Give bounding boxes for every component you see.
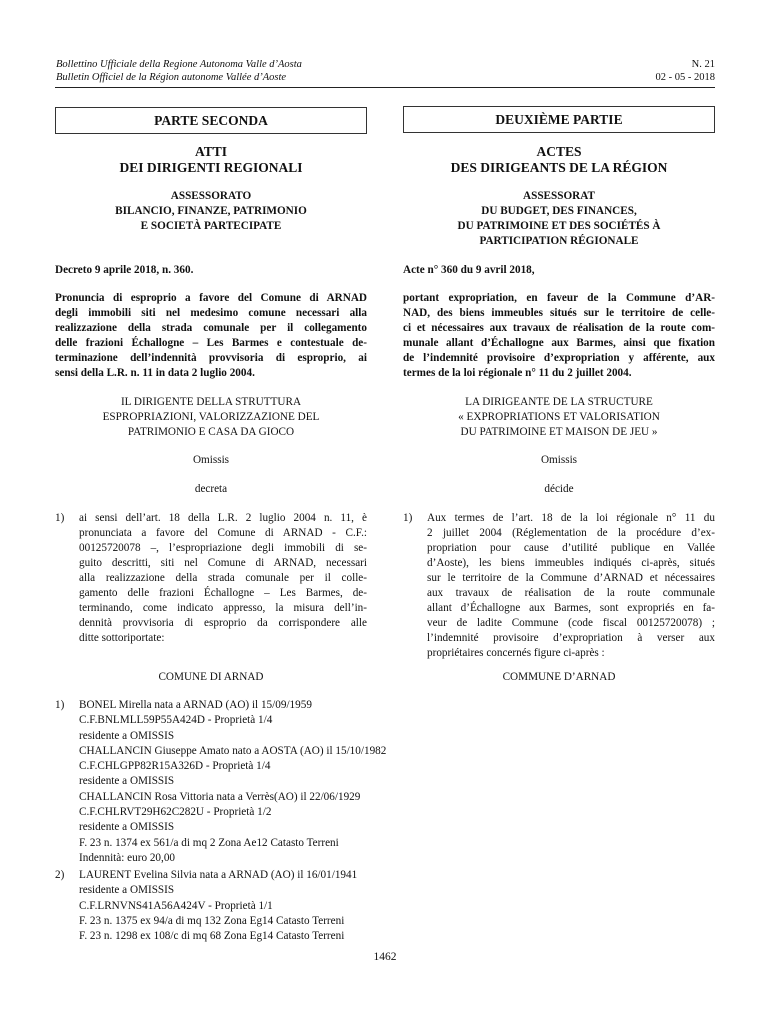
parcel-line: residente a OMISSIS	[79, 775, 175, 788]
omissis-it: Omissis	[192, 454, 230, 466]
part-box-fr: DEUXIÈME PARTIE	[403, 106, 715, 133]
authority-it	[55, 395, 367, 440]
subject-line: ci et nécessaires aux travaux de réalisation de la route com-	[403, 322, 715, 334]
item-line: propriétaires concernés figure ci-après :	[427, 647, 605, 659]
header-rule	[55, 87, 715, 88]
parcel-line: residente a OMISSIS	[79, 884, 175, 897]
subject-fr	[403, 291, 715, 381]
dept-fr-4: PARTICIPATION RÉGIONALE	[479, 235, 639, 247]
item-line: guito descritti, siti nel Comune di ARNAD, necessari	[79, 557, 367, 569]
parcel-line: CHALLANCIN Rosa Vittoria nata a Verrès(AO) il 22/06/1929	[79, 790, 361, 803]
parcel-line: CHALLANCIN Giuseppe Amato nato a AOSTA (AO) il 15/10/1982	[79, 744, 387, 757]
parcel-block-2	[79, 868, 357, 944]
item-line: 2 juillet 2004 (Réglementation de la procédure d’ex-	[427, 527, 715, 539]
item-text-fr	[427, 511, 715, 661]
dept-it-2: BILANCIO, FINANZE, PATRIMONIO	[115, 205, 307, 217]
issue-number: N. 21	[691, 59, 715, 70]
bulletin-title-fr: Bulletin Officiel de la Région autonome Vallée d’Aoste	[56, 72, 287, 83]
authority-line: LA DIRIGEANTE DE LA STRUCTURE	[465, 396, 653, 408]
authority-line: PATRIMONIO E CASA DA GIOCO	[127, 426, 295, 438]
issue-date: 02 - 05 - 2018	[655, 72, 715, 83]
dept-fr-2: DU BUDGET, DES FINANCES,	[481, 205, 637, 217]
item-text-it	[79, 511, 367, 646]
item-line: 00125720078 –, l’espropriazione degli immobili di se-	[79, 542, 367, 554]
item-line: pronunciata a favore del Comune di ARNAD - C.F.:	[79, 527, 367, 539]
authority-line: « EXPROPRIATIONS ET VALORISATION	[458, 411, 660, 423]
dept-fr-1: ASSESSORAT	[523, 190, 595, 202]
parcel-line: Indennità: euro 20,00	[79, 851, 176, 864]
subject-line: degli immobili siti nel medesimo comune necessari alla	[55, 307, 367, 319]
parcel-line: F. 23 n. 1374 ex 561/a di mq 2 Zona Ae12 Catasto Terreni	[79, 836, 339, 849]
subject-line: realizzazione della strada comunale per il collegamento	[55, 322, 367, 334]
omissis-fr: Omissis	[540, 454, 578, 466]
section-title-it-2: DEI DIRIGENTI REGIONALI	[119, 160, 303, 175]
authority-line: IL DIRIGENTE DELLA STRUTTURA	[120, 396, 302, 408]
item-line: sur le territoire de la Commune d’ARNAD et nécessaires	[427, 572, 715, 584]
authority-line: ESPROPRIAZIONI, VALORIZZAZIONE DEL	[102, 411, 320, 423]
item-line: d’Aoste), les biens immeubles indiqués ci-après, situés	[427, 557, 715, 569]
item-line: veur de ladite Commune (code fiscal 00125720078) ;	[427, 617, 715, 629]
subject-line: termes de la loi régionale n° 11 du 2 juillet 2004.	[403, 367, 632, 379]
item-line: ai sensi dell’art. 18 della L.R. 2 luglio 2004 n. 11, è	[79, 512, 367, 524]
item-line: aux travaux de réalisation de la route communale	[427, 587, 715, 599]
subject-line: delle frazioni Échallogne – Les Barmes e contestuale de-	[55, 337, 367, 349]
part-box-it: PARTE SECONDA	[55, 107, 367, 134]
authority-line: DU PATRIMOINE ET MAISON DE JEU »	[460, 426, 658, 438]
decree-title-fr: Acte n° 360 du 9 avril 2018,	[403, 264, 535, 276]
item-line: terminando, come indicato appresso, la misura dell’in-	[79, 602, 367, 614]
item-line: allant d’Échallogne aux Barmes, sont expropriés en fa-	[427, 602, 715, 614]
item-line: ditte sottoriportate:	[79, 632, 165, 644]
parcel-line: LAURENT Evelina Silvia nata a ARNAD (AO) il 16/01/1941	[79, 869, 358, 881]
dept-it-3: E SOCIETÀ PARTECIPATE	[140, 220, 282, 232]
item-line: propriation pour cause d’utilité publique en Vallée	[427, 542, 715, 554]
bulletin-title-it: Bollettino Ufficiale della Regione Autonoma Valle d’Aosta	[56, 59, 302, 70]
commune-it: COMUNE DI ARNAD	[158, 671, 264, 683]
item-number-fr: 1)	[403, 512, 413, 524]
commune-fr: COMMUNE D’ARNAD	[502, 671, 616, 683]
item-line: l’indemnité provisoire d’expropriation à verser aux	[427, 632, 715, 644]
subject-line: Pronuncia di esproprio a favore del Comune di ARNAD	[55, 292, 367, 304]
dept-fr-3: DU PATRIMOINE ET DES SOCIÉTÉS À	[457, 220, 661, 232]
decree-title-it: Decreto 9 aprile 2018, n. 360.	[55, 264, 194, 276]
parcel-line: BONEL Mirella nata a ARNAD (AO) il 15/09/1959	[79, 699, 312, 711]
item-line: alla realizzazione della strada comunale per il colle-	[79, 572, 367, 584]
subject-line: portant expropriation, en faveur de la Commune d’AR-	[403, 292, 715, 304]
decides-it: decreta	[194, 483, 228, 495]
parcel-line: F. 23 n. 1375 ex 94/a di mq 132 Zona Eg14 Catasto Terreni	[79, 914, 345, 927]
subject-it	[55, 291, 367, 381]
subject-line: de l’indemnité provisoire d’expropriation y afférente, aux	[403, 352, 715, 364]
authority-fr	[403, 395, 715, 440]
section-title-it-1: ATTI	[194, 144, 227, 159]
dept-it-1: ASSESSORATO	[170, 190, 252, 202]
subject-line: sensi della L.R. n. 11 in data 2 luglio 2004.	[55, 367, 255, 379]
decides-fr: décide	[544, 483, 574, 495]
parcel-line: residente a OMISSIS	[79, 729, 175, 742]
parcel-number: 1)	[55, 699, 65, 711]
parcel-number: 2)	[55, 869, 65, 881]
parcel-line: C.F.BNLMLL59P55A424D - Proprietà 1/4	[79, 714, 273, 727]
item-line: Aux termes de l’art. 18 de la loi régionale n° 11 du	[427, 512, 715, 524]
subject-line: NAD, des biens immeubles situés sur le territoire de celle-	[403, 307, 715, 319]
item-line: dennità provvisoria di esproprio da corrispondere alle	[79, 617, 367, 629]
item-line: gamento delle frazioni Échallogne – Les Barmes, de-	[79, 587, 367, 599]
parcel-line: C.F.CHLRVT29H62C282U - Proprietà 1/2	[79, 806, 272, 819]
parcel-line: C.F.CHLGPP82R15A326D - Proprietà 1/4	[79, 760, 271, 773]
subject-line: munale allant d’Échallogne aux Barmes, ainsi que fixation	[403, 337, 715, 349]
parcel-line: residente a OMISSIS	[79, 821, 175, 834]
section-title-fr-2: DES DIRIGEANTS DE LA RÉGION	[450, 160, 668, 175]
page-number: 1462	[373, 951, 397, 963]
parcel-line: F. 23 n. 1298 ex 108/c di mq 68 Zona Eg14 Catasto Terreni	[79, 930, 345, 943]
parcel-line: C.F.LRNVNS41A56A424V - Proprietà 1/1	[79, 899, 273, 912]
section-title-fr-1: ACTES	[536, 144, 582, 159]
item-number-it: 1)	[55, 512, 65, 524]
subject-line: terminazione dell’indennità provvisoria di esproprio, ai	[55, 352, 367, 364]
parcel-block-1	[79, 698, 386, 866]
